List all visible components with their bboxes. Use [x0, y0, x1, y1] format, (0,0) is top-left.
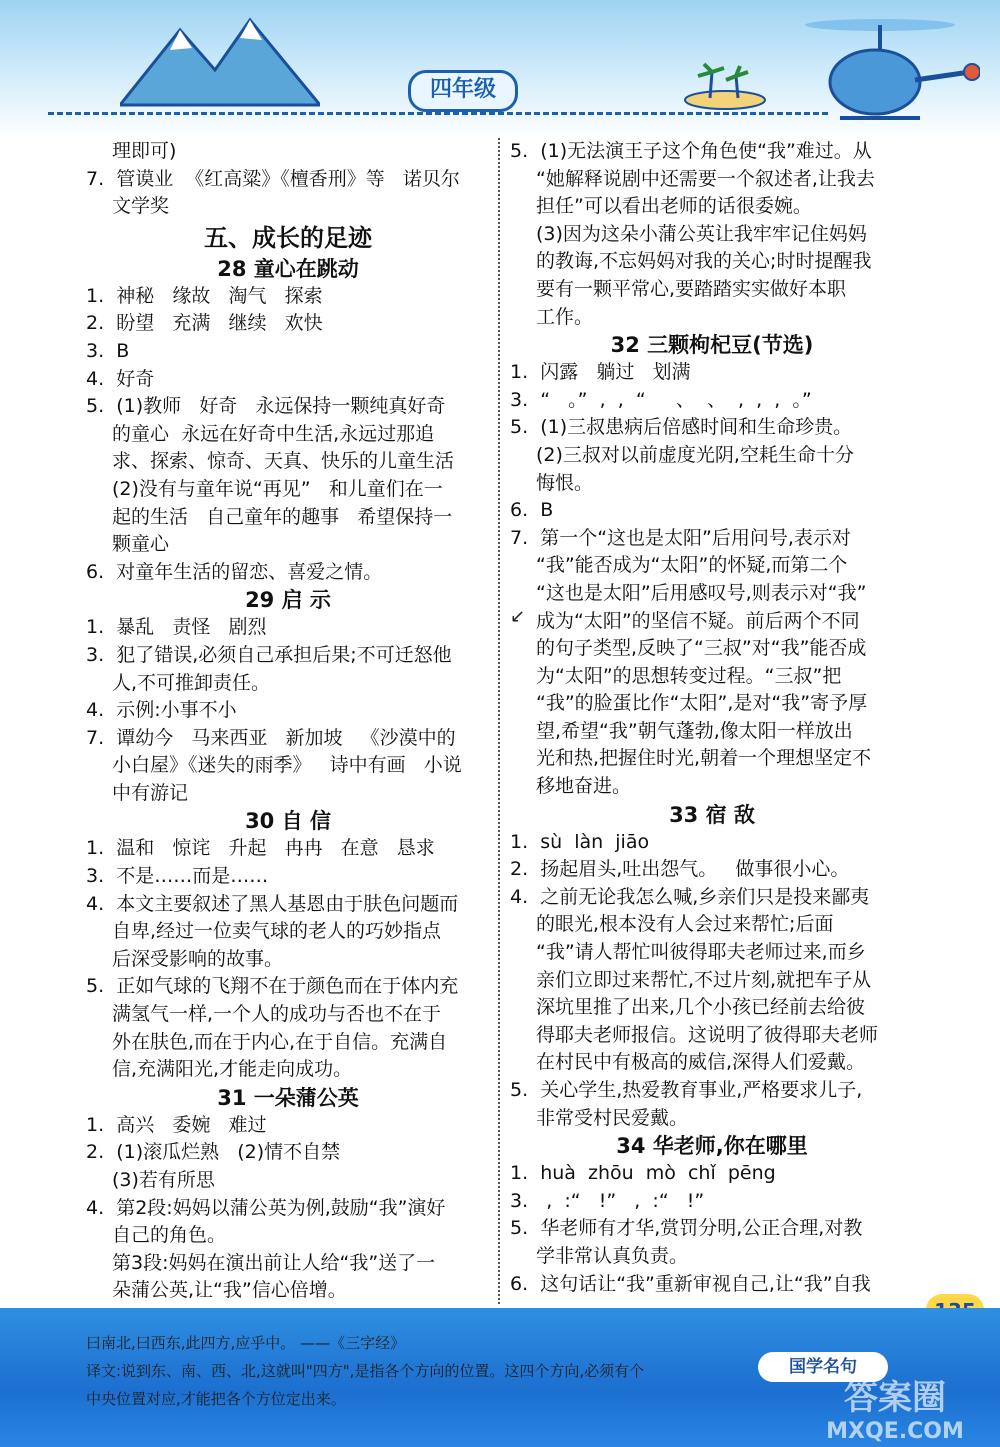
answer-continuation: (2)三叔对以前虚度光阴,空耗生命十分 [536, 443, 854, 466]
watermark-logo [800, 1370, 990, 1444]
answer-item: 2. (1)滚瓜烂熟 (2)情不自禁 [86, 1141, 341, 1164]
right-column [510, 138, 914, 1298]
answer-item: 6. 这句话让“我”重新审视自己,让“我”自我 [510, 1272, 871, 1295]
answer-continuation: 信,充满阳光,才能走向成功。 [112, 1058, 353, 1081]
answer-continuation: 成为“太阳”的坚信不疑。前后两个不同 [536, 609, 860, 632]
answer-item: 4. 之前无论我怎么喊,乡亲们只是投来鄙夷 [510, 885, 870, 908]
answer-continuation: “这也是太阳”后用感叹号,则表示对“我” [536, 581, 867, 604]
answer-item: 5. (1)无法演王子这个角色使“我”难过。从 [510, 140, 872, 162]
answer-item: 1. sù làn jiāo [510, 830, 650, 853]
answer-continuation: 中有游记 [112, 781, 189, 804]
lesson-title: 29 启 示 [245, 588, 331, 613]
watermark-text: 答案圈 [844, 1378, 946, 1418]
answer-continuation: 外在肤色,而在于内心,在于自信。充满自 [112, 1030, 448, 1053]
answer-item: 4. 示例:小事不小 [86, 699, 237, 722]
answer-continuation: 理即可) [112, 140, 177, 162]
lesson-title: 31 一朵蒲公英 [217, 1085, 359, 1110]
answer-continuation: “我”能否成为“太阳”的怀疑,而第二个 [536, 554, 848, 577]
header-banner [0, 0, 1000, 138]
answer-continuation: 自卑,经过一位卖气球的老人的巧妙指点 [112, 920, 442, 943]
answer-item: 3. 犯了错误,必须自己承担后果;不可迁怒他 [86, 643, 452, 666]
answer-continuation: 的教诲,不忘妈妈对我的关心;时时提醒我 [536, 250, 872, 273]
answer-continuation: 满氢气一样,一个人的成功与否也不在于 [112, 1003, 442, 1026]
footer-translation-line-1: 译文:说到东、南、西、北,这就叫"四方",是指各个方向的位置。这四个方向,必须有个 [86, 1362, 645, 1380]
answer-item: 6. 对童年生活的留恋、喜爱之情。 [86, 560, 383, 583]
answer-continuation: 深坑里推了出来,几个小孩已经前去给彼 [536, 996, 866, 1019]
answer-continuation: 非常受村民爱戴。 [536, 1106, 689, 1129]
guoxue-tag: 国学名句 [758, 1352, 888, 1382]
answer-item: 4. 本文主要叙述了黑人基恩由于肤色问题而 [86, 892, 459, 915]
answer-item: 1. huà zhōu mò chǐ pēng [510, 1162, 776, 1185]
watermark-url: MXQE.COM [826, 1419, 964, 1444]
answer-item: 1. 闪露 躺过 划满 [510, 361, 691, 384]
answer-continuation: 望,希望“我”朝气蓬勃,像太阳一样放出 [536, 719, 853, 742]
answer-continuation: 起的生活 自己童年的趣事 希望保持一 [112, 505, 453, 528]
answer-item: 7. 第一个“这也是太阳”后用问号,表示对 [510, 526, 851, 549]
answer-continuation: 求、探索、惊奇、天真、快乐的儿童生活 [112, 450, 455, 473]
answer-item: 2. 扬起眉头,吐出怨气。 做事很小心。 [510, 858, 850, 881]
lesson-title: 32 三颗枸杞豆(节选) [610, 333, 814, 358]
answer-continuation: 担任”可以看出老师的话很委婉。 [536, 195, 812, 218]
answer-continuation: “她解释说剧中还需要一个叙述者,让我去 [536, 167, 875, 190]
answer-item: 7. 谭幼今 马来西亚 新加坡 《沙漠中的 [86, 726, 456, 749]
answer-item: 5. 正如气球的飞翔不在于颜色而在于体内充 [86, 975, 459, 998]
palm-island-icon [680, 60, 770, 110]
helicopter-icon [800, 10, 980, 130]
answer-continuation: 的句子类型,反映了“三叔”对“我”能否成 [536, 637, 867, 660]
lesson-title: 30 自 信 [245, 809, 331, 834]
lesson-title: 28 童心在跳动 [217, 256, 359, 281]
answer-continuation: “我”的脸蛋比作“太阳”,是对“我”寄予厚 [536, 692, 868, 715]
answer-continuation: 亲们立即过来帮忙,不过片刻,就把车子从 [536, 968, 872, 991]
answer-item: 5. (1)教师 好奇 永远保持一颗纯真好奇 [86, 395, 446, 418]
answer-item: 5. 华老师有才华,赏罚分明,公正合理,对教 [510, 1217, 863, 1240]
answer-continuation: (3)因为这朵小蒲公英让我牢牢记住妈妈 [536, 222, 867, 245]
left-column [86, 138, 490, 1305]
answer-item: 3. 不是……而是…… [86, 865, 269, 888]
answer-continuation: 自己的角色。 [112, 1224, 227, 1247]
answer-item: 4. 第2段:妈妈以蒲公英为例,鼓励“我”演好 [86, 1196, 446, 1219]
answer-continuation: 颗童心 [112, 533, 170, 556]
answer-item: 5. 关心学生,热爱教育事业,严格要求儿子, [510, 1079, 863, 1101]
dashed-path-line [48, 112, 828, 115]
answer-item: 1. 暴乱 责怪 剧烈 [86, 616, 267, 639]
answer-item: 7. 管谟业 《红高粱》《檀香刑》等 诺贝尔 [86, 167, 460, 190]
answer-item: 3. B [86, 339, 130, 362]
footer-quote: 曰南北,曰西东,此四方,应乎中。 ——《三字经》 [86, 1334, 406, 1352]
answer-item: 4. 好奇 [86, 367, 155, 390]
answer-continuation: 的眼光,根本没有人会过来帮忙;后面 [536, 913, 834, 936]
section-title: 五、成长的足迹 [204, 223, 372, 252]
column-divider [498, 138, 501, 1304]
grade-badge: 四年级 [408, 70, 518, 112]
answer-continuation: 悔恨。 [536, 471, 594, 494]
answer-continuation: 在村民中有极高的威信,深得人们爱戴。 [536, 1051, 866, 1074]
answer-item: 1. 温和 惊诧 升起 冉冉 在意 恳求 [86, 837, 435, 860]
answer-continuation: 光和热,把握住时光,朝着一个理想坚定不 [536, 747, 872, 770]
answer-item: 1. 神秘 缘故 淘气 探索 [86, 284, 323, 307]
answer-continuation: 朵蒲公英,让“我”信心倍增。 [112, 1279, 347, 1302]
answer-continuation: 移地奋进。 [536, 775, 632, 798]
answer-continuation: 得耶夫老师报信。这说明了彼得耶夫老师 [536, 1023, 879, 1046]
answer-continuation: 的童心 永远在好奇中生活,永远过那追 [112, 422, 435, 445]
pencil-mark: ↙ [510, 606, 526, 627]
answer-continuation: 后深受影响的故事。 [112, 947, 284, 970]
answer-item: 3. “ 。” , , “ 、 、 , , , 。” [510, 388, 812, 411]
answer-continuation: (3)若有所思 [112, 1169, 215, 1191]
answer-continuation: “我”请人帮忙叫彼得耶夫老师过来,而乡 [536, 941, 866, 964]
answer-item: 3. , :“ !” , :“ !” [510, 1189, 705, 1212]
answer-item: 2. 盼望 充满 继续 欢快 [86, 312, 323, 335]
answer-continuation: 学非常认真负责。 [536, 1244, 689, 1267]
lesson-title: 33 宿 敌 [669, 802, 755, 827]
answer-continuation: 为“太阳”的思想转变过程。“三叔”把 [536, 664, 842, 687]
answer-continuation: 工作。 [536, 305, 594, 328]
answer-continuation: 第3段:妈妈在演出前让人给“我”送了一 [112, 1251, 436, 1274]
answer-item: 6. B [510, 499, 554, 522]
answer-continuation: 小白屋》《迷失的雨季》 诗中有画 小说 [112, 754, 462, 777]
footer-translation-line-2: 中央位置对应,才能把各个方位定出来。 [86, 1390, 346, 1408]
answer-continuation: 文学奖 [112, 195, 170, 218]
answer-continuation: 人,不可推卸责任。 [112, 671, 271, 694]
answer-item: 1. 高兴 委婉 难过 [86, 1113, 267, 1136]
answer-item: 5. (1)三叔患病后倍感时间和生命珍贵。 [510, 416, 853, 439]
mountain-illustration [120, 10, 320, 110]
answer-continuation: 要有一颗平常心,要踏踏实实做好本职 [536, 277, 847, 300]
answer-continuation: (2)没有与童年说“再见” 和儿童们在一 [112, 477, 443, 500]
lesson-title: 34 华老师,你在哪里 [616, 1134, 808, 1159]
